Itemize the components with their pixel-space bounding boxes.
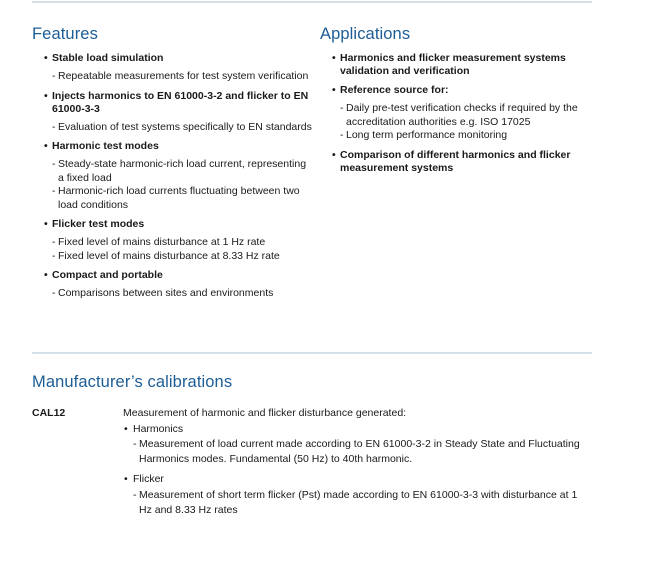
features-item-label: Stable load simulation — [52, 52, 164, 64]
bullet-glyph: • — [44, 52, 48, 64]
features-item-label: Compact and portable — [52, 269, 163, 281]
features-subitem — [32, 287, 312, 301]
dash-glyph: - — [52, 185, 56, 197]
calibration-details — [123, 407, 583, 518]
features-heading: Features — [32, 25, 98, 43]
applications-subitem — [320, 129, 592, 143]
features-item — [32, 52, 312, 65]
applications-item-label: Comparison of different harmonics and flicker measurement systems — [340, 148, 571, 174]
calibration-code: CAL12 — [32, 407, 66, 419]
features-item-label: Harmonic test modes — [52, 140, 159, 152]
dash-glyph: - — [52, 236, 56, 248]
applications-item — [320, 52, 592, 78]
features-item-label: Flicker test modes — [52, 218, 145, 230]
harmonics-label: Harmonics — [133, 422, 184, 435]
bullet-glyph: • — [124, 422, 128, 435]
flicker-item — [123, 473, 583, 487]
flicker-detail-text: Measurement of short term flicker (Pst) made according to EN 61000-3-3 with disturbance at 1 Hz and 8.33 Hz rates — [139, 488, 578, 516]
features-subitem-text: Comparisons between sites and environments — [58, 287, 274, 299]
features-subitem-text: Repeatable measurements for test system verification — [58, 70, 309, 82]
bullet-glyph: • — [332, 84, 336, 96]
flicker-detail — [123, 488, 583, 518]
bullet-glyph: • — [332, 148, 336, 161]
calibrations-section — [32, 373, 592, 392]
applications-subitem-text: Daily pre-test verification checks if required by the accreditation authorities e.g. ISO 17025 — [346, 102, 578, 128]
features-item — [32, 269, 312, 282]
features-subitem-text: Fixed level of mains disturbance at 8.33 Hz rate — [58, 249, 280, 262]
features-subitem-text: Steady-state harmonic-rich load current, representing a fixed load — [58, 158, 307, 184]
calibration-intro: Measurement of harmonic and flicker disturbance generated: — [123, 407, 407, 419]
applications-heading: Applications — [320, 25, 411, 43]
dash-glyph: - — [52, 287, 56, 299]
features-item — [32, 140, 312, 153]
features-subitem — [32, 236, 312, 250]
features-subitem — [32, 185, 312, 212]
bullet-glyph: • — [44, 218, 48, 230]
features-subitem — [32, 121, 312, 135]
dash-glyph: - — [340, 102, 344, 114]
dash-glyph: - — [340, 129, 344, 141]
dash-glyph: - — [52, 158, 56, 170]
harmonics-item — [123, 423, 583, 437]
features-item-label: Injects harmonics to EN 61000-3-2 and flicker to EN 61000-3-3 — [52, 89, 309, 115]
features-subitem — [32, 158, 312, 185]
features-subitem-text: Harmonic-rich load currents fluctuating between two load conditions — [58, 185, 300, 211]
harmonics-detail-text: Measurement of load current made according to EN 61000-3-2 in Steady State and Fluctuating Harmonics modes. Fundamental (50 Hz) to 40th harmonic. — [139, 438, 580, 465]
applications-item-label: Reference source for: — [340, 84, 449, 96]
features-item — [32, 218, 312, 231]
bullet-glyph: • — [44, 140, 48, 152]
features-subitem — [32, 70, 312, 84]
applications-item — [320, 84, 592, 97]
bullet-glyph: • — [332, 52, 336, 64]
bullet-glyph: • — [44, 269, 48, 281]
features-item — [32, 90, 312, 116]
applications-item — [320, 149, 592, 175]
dash-glyph: - — [52, 70, 56, 82]
dash-glyph: - — [52, 120, 56, 133]
features-subitem — [32, 250, 312, 264]
features-section — [32, 25, 312, 301]
dash-glyph: - — [133, 438, 137, 450]
calibrations-heading: Manufacturer’s calibrations — [32, 373, 233, 391]
features-subitem-text: Fixed level of mains disturbance at 1 Hz rate — [58, 236, 266, 248]
applications-subitem — [320, 102, 592, 129]
features-subitem-text: Evaluation of test systems specifically to EN standards — [58, 120, 312, 133]
applications-item-label: Harmonics and flicker measurement systems validation and verification — [340, 52, 566, 77]
applications-subitem-text: Long term performance monitoring — [346, 129, 508, 141]
dash-glyph: - — [52, 249, 56, 262]
harmonics-detail — [123, 437, 583, 467]
bullet-glyph: • — [44, 89, 48, 102]
dash-glyph: - — [133, 488, 137, 501]
applications-section — [320, 25, 592, 175]
flicker-label: Flicker — [133, 473, 164, 485]
section-rule — [32, 352, 592, 354]
top-rule — [32, 1, 592, 3]
bullet-glyph: • — [124, 473, 128, 485]
